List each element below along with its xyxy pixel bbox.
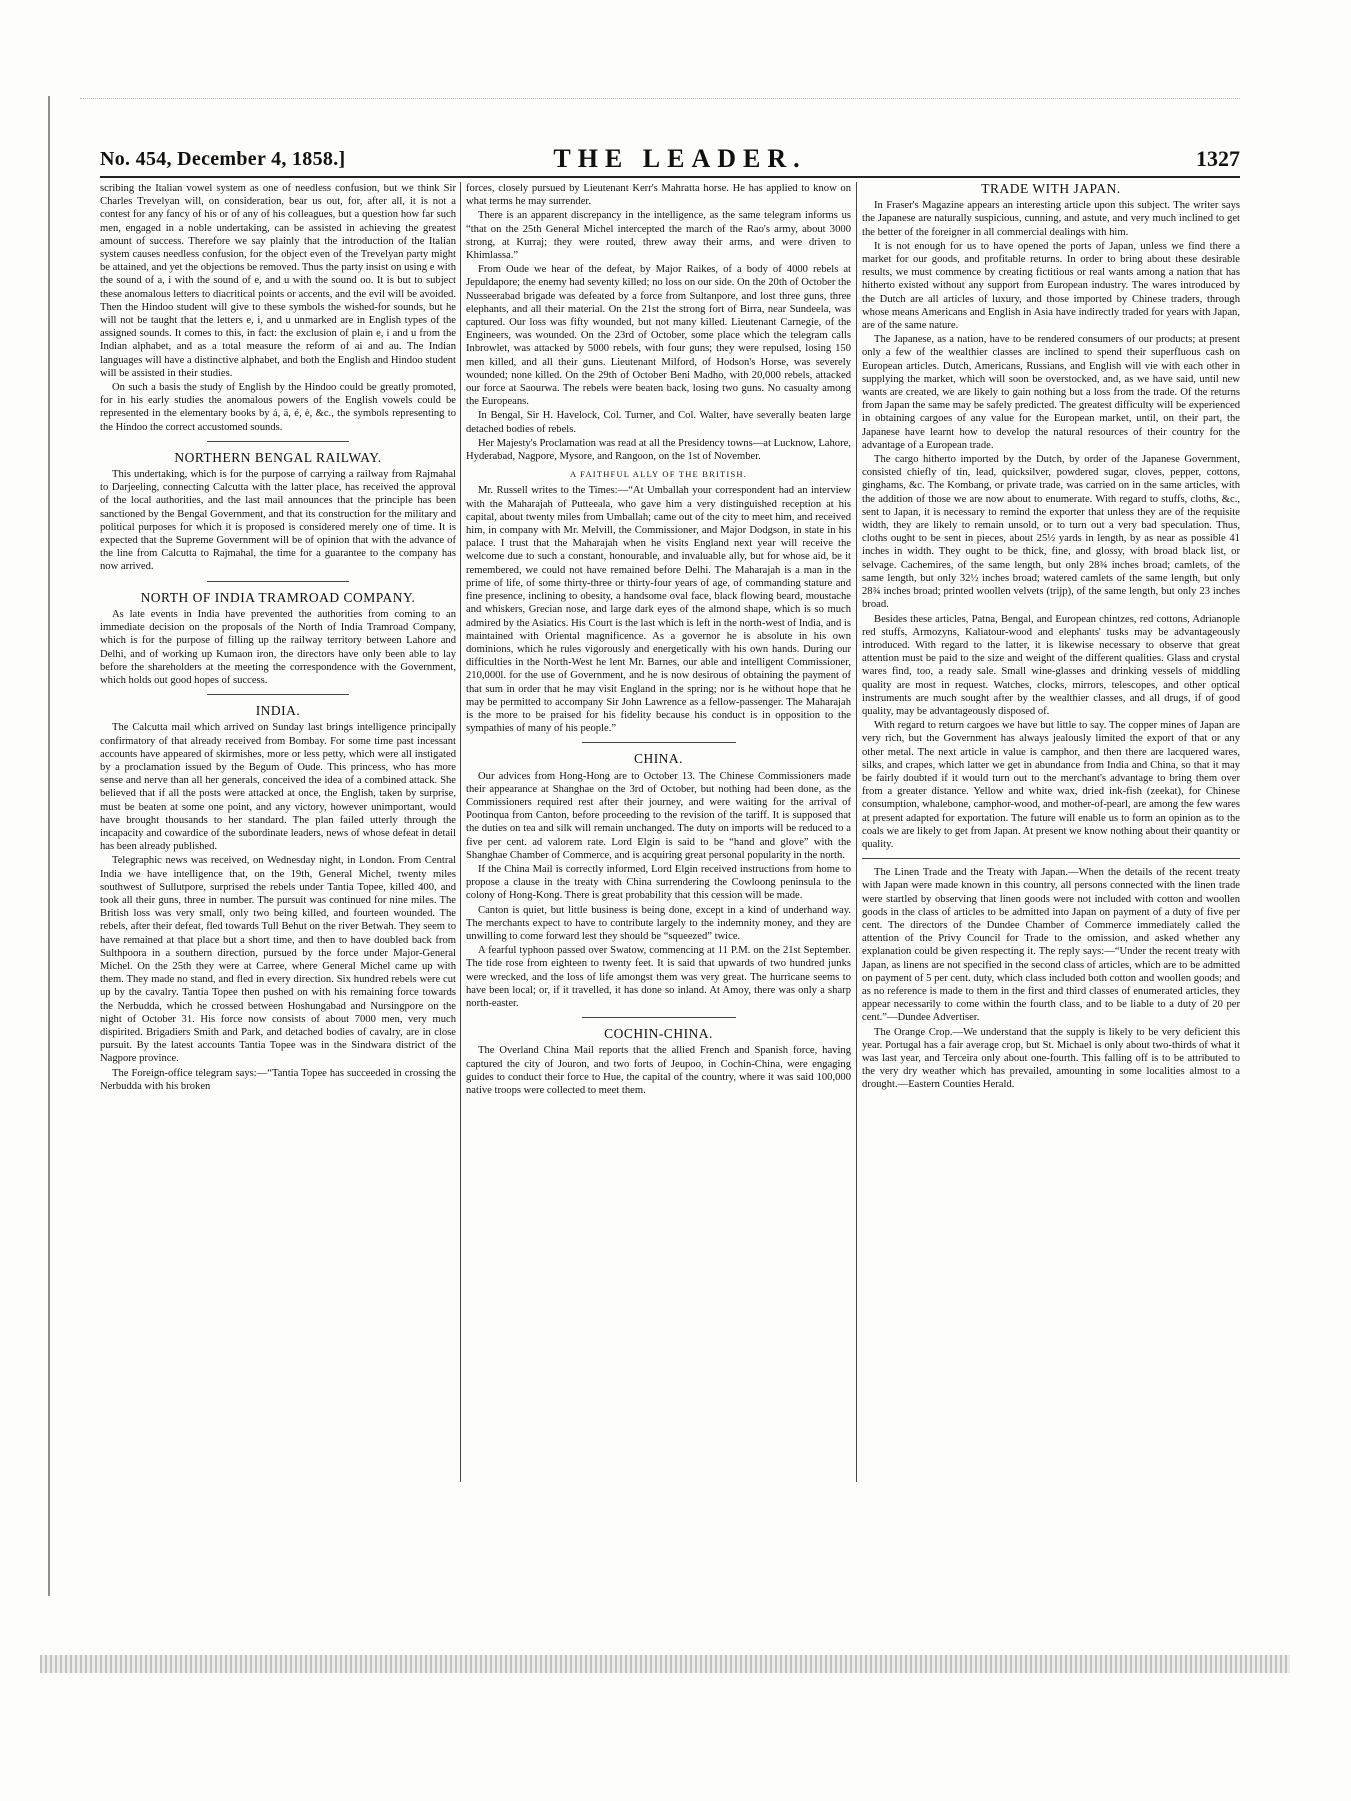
column-1 — [100, 182, 456, 1094]
section-separator — [582, 1017, 736, 1018]
article-paragraph: Canton is quiet, but little business is being done, except in a kind of underhand way. The merchants expect to have to contribute largely to the indemnity money, and they are unwilling to come forward lest they should be “squeezed” twice. — [466, 904, 851, 942]
article-paragraph-orange-crop: The Orange Crop.—We understand that the supply is likely to be very deficient this year. Portugal has a fair average crop, but St. Michael is only about two-thirds of what it was last year, and Terceira only about one-fourth. This falling off is to be attributed to the very dry weather which has prevailed, amounting in some localities almost to a drought.—Eastern Counties Herald. — [862, 1026, 1240, 1091]
article-paragraph: Telegraphic news was received, on Wednesday night, in London. From Central India we have intelligence that, on the 19th, General Michel, twenty miles southwest of Sullutpore, surprised the rebels under Tantia Topee, killed 400, and took all their guns, three in number. The pursuit was continued for nine miles. The British loss was very small, only two being killed, and fourteen wounded. The rebels, after their defeat, fled towards Tull Behut on the river Betwah. They seem to have remained at that place but a short time, and then to have doubled back from Sulthpoora in a southern direction, pursued by the force under Major-General Michel. On the 25th they were at Carree, where General Michel came up with them. They made no stand, and fled in every direction. Six hundred rebels were cut up by the cavalry. Tantia Topee then pushed on with his remaining force towards the Nerbudda, which he crossed between Hoshungabad and Nursingpore on the night of October 31. His force now consists of about 7000 men, very much dispirited. Brigadiers Smith and Park, and detached bodies of cavalry, are in close pursuit. By the latest accounts Tantia Topee was in the Sindwara district of the Nagpore province. — [100, 855, 456, 1065]
article-paragraph: As late events in India have prevented the authorities from coming to an immediate decision on the proposals of the North of India Tramroad Company, which is for the purpose of filling up the railway territory between Lahore and Delhi, and of working up Kumaon iron, the directors have only been able to lay before the shareholders at the meeting the correspondence with the Government, which holds out good hopes of success. — [100, 608, 456, 686]
column-3 — [862, 182, 1240, 1093]
newspaper-title: THE LEADER. — [553, 144, 807, 173]
article-paragraph: A fearful typhoon passed over Swatow, commencing at 11 P.M. on the 21st September. The tide rose from eighteen to twenty feet. It is said that upwards of two hundred junks were wrecked, and the loss of life amongst them was very great. The hurricane seems to have been local; or, if it travelled, it has done so inland. At Amoy, there was only a sharp north-easter. — [466, 945, 851, 1009]
section-separator — [207, 441, 349, 442]
issue-date: No. 454, December 4, 1858.] — [100, 148, 346, 170]
article-paragraph: forces, closely pursued by Lieutenant Kerr's Mahratta horse. He has applied to know on what terms he may surrender. — [466, 183, 851, 208]
article-paragraph: Besides these articles, Patna, Bengal, and European chintzes, red cottons, Adrianople red stuffs, Armozyns, Kaliatour-wood and elephants' tusks may be advantageously introduced. With regard to the latter, it is likewise necessary to observe that great attention must be paid to the size and weight of the different qualities. Glass and crystal wares find, too, a ready sale. Small wine-glasses and drinking vessels of middling quality are most in request. Watches, clocks, mirrors, telescopes, and other optical instruments are much sought after by the wealthier classes, and all drugs, if of good quality, may be advantageously disposed of. — [862, 613, 1240, 717]
column-2 — [466, 182, 851, 1098]
article-paragraph: The Overland China Mail reports that the allied French and Spanish force, having captured the city of Jouron, and two forts of Jeupoo, in Cochin-China, were engaging guides to conduct their force to Hue, the capital of the country, where it was said 100,000 native troops were collected to meet them. — [466, 1045, 851, 1096]
headline-tramroad-company: NORTH OF INDIA TRAMROAD COMPANY. — [140, 589, 416, 605]
headline-cochin-china: COCHIN-CHINA. — [604, 1026, 713, 1042]
article-paragraph: The cargo hitherto imported by the Dutch, by order of the Japanese Government, consisted chiefly of tin, lead, quicksilver, powdered sugar, cloves, pepper, cottons, ginghams, &c. The Kombang, or private trade, was carried on in the same articles, with the addition of those we are now about to enumerate. With regard to stuffs, cloths, &c., sent to Japan, it is necessary to remind the exporter that unless they are of the requisite width, they are likely to remain unsold, or to turn out a very bad speculation. Thus, cloths ought to be sent in pieces, about 25½ yards in length, by as near as possible 41 inches in width. They ought to be thick, fine, and glossy, with broad black list, or selvage. Cachemires, of the same length, but only 28¾ inches broad; camlets, of the same length, but only 32½ inches broad; watered camlets of the same length, but only 28¾ inches broad; printed woollen velvets (trijp), of the same length, but only 23 inches broad. — [862, 454, 1240, 611]
article-paragraph: There is an apparent discrepancy in the intelligence, as the same telegram informs us “that on the 25th General Michel intercepted the march of the Rao's army, about 3000 strong, at Kurraj; they were routed, threw away their arms, and were driven to Khimlassa.” — [466, 210, 851, 262]
article-paragraph: This undertaking, which is for the purpose of carrying a railway from Rajmahal to Darjeeling, connecting Calcutta with the latter place, has received the approval of the local authorities, and the last mail announces that the principle has been sanctioned by the Bengal Government, and that its construction for the military and political purposes for which it is proposed is considered merely one of time. It is expected that the Supreme Government will be of opinion that with the advance of the line from Calcutta to Rajmahal, the time for a guarantee to the company has now arrived. — [100, 469, 456, 573]
article-paragraph: It is not enough for us to have opened the ports of Japan, unless we find there a market for our goods, and profitable returns. In order to bring about these desirable results, we must commence by creating fictitious or real wants among a nation that has hitherto existed without any support from European industry. The wares introduced by the Dutch are all articles of luxury, and those imported by Chinese traders, through whose means Americans and English in Asia have indirectly traded for years with Japan, are of the same nature. — [862, 240, 1240, 332]
article-paragraph-linen-trade: The Linen Trade and the Treaty with Japan.—When the details of the recent treaty with Japan were made known in this country, all persons connected with the linen trade were startled by observing that linen goods were not included with cotton and woollen goods in the class of articles to be admitted into Japan on payment of a duty of five per cent. The directors of the Dundee Chamber of Commerce immediately called the attention of the Privy Council for Trade to the omission, and asked whether any explanation could be given respecting it. The reply says:—“Under the recent treaty with Japan, as linens are not specified in the second class of articles, which are to be admitted on payment of 5 per cent. duty, which class included both cotton and woollen goods; and as no reference is made to them in the first and third classes of enumerated articles, they appear necessarily to come within the fourth class, and to be liable to a duty of 20 per cent.”—Dundee Advertiser. — [862, 867, 1240, 1024]
article-paragraph: scribing the Italian vowel system as one of needless confusion, but we think Sir Charles Trevelyan will, on consideration, bear us out, for, after all, it is not a contest for any fancy of his or of any of his colleagues, but a question how far such men, engaged in a noble undertaking, can be assisted in achieving the greatest amount of success. Therefore we say plainly that the introduction of the Italian system causes needless confusion, for the object even of the Trevelyan party might be attained, and yet the objections be removed. Thus the party insist on using e with the sound of a, i with the sound of e, and u with the sound oo. It is but to subject these anomalous letters to diacritical points or accents, and the evil will be avoided. Then the Hindoo student will give to these symbols the wished-for sounds, but he will not be taught that the letters e, i, and u unmarked are in English types of the assigned sounds. It comes to this, in fact: the exclusion of plain e, i and u from the Indian alphabet, and as a total measure the reform of ai and au. The Indian languages will have a distinctive alphabet, and both the English and Hindoo student will be assisted in their studies. — [100, 183, 456, 379]
article-paragraph: From Oude we hear of the defeat, by Major Raikes, of a body of 4000 rebels at Jepuldapore; the enemy had seventy killed; no loss on our side. On the 20th of October the Nusseerabad brigade was defeated by a force from Sultanpore, and lost three guns, three elephants, and all their material. On the 21st the strong fort of Birra, near Sundeela, was captured. Our loss was fifty wounded, but not many killed. Lieutenant Carnegie, of the Engineers, was wounded. On the 23rd of October, some place which the telegram calls Inbrowlet, was attacked by 5000 rebels, with four guns; they were repulsed, losing 150 men killed, and all their guns. Lieutenant Milford, of Hodson's Horse, was severely wounded; none killed. On the 29th of October Beni Madho, with 20,000 rebels, attacked our force at Saourwa. The rebels were beaten back, losing two guns. No casualty among the Europeans. — [466, 264, 851, 408]
headline-india: INDIA. — [255, 703, 301, 719]
masthead — [100, 142, 1240, 172]
article-paragraph: The Japanese, as a nation, have to be rendered consumers of our products; at present only a few of the wealthier classes are inclined to spend their superfluous cash on European articles. Dutch, Americans, Russians, and English will vie with each other in supplying the market, which will soon be overstocked, and, as we have said, until new wants are created, we are likely to gain nothing but a loss from the trade. Of the returns from Japan the same may be safely predicted. The greatest difficulty will be experienced in obtaining cargoes of any value for the European market, until, on their part, the Japanese have learnt how to develop the natural resources of their country for the advantage of a European trade. — [862, 334, 1240, 451]
column-divider — [460, 182, 461, 1482]
section-separator — [207, 581, 349, 582]
section-separator — [862, 858, 1240, 859]
article-paragraph: The Calcutta mail which arrived on Sunday last brings intelligence principally confirmatory of that already received from Bombay. For some time past incessant accounts have appeared of skirmishes, more or less petty, which were all instigated by a proclamation issued by the Begum of Oude. This princess, who has more sense and nerve than all her generals, conceived the idea of a combined attack. She believed that if all the posts were attacked at once, the English, taken by surprise, must be beaten at some one point, and any victory, however unimportant, would have brought thousands to her standard. The plan failed utterly through the incapacity and cowardice of the subordinate leaders, news of whose defeat in detail has been already published. — [100, 722, 456, 853]
column-divider — [856, 182, 857, 1482]
article-paragraph: On such a basis the study of English by the Hindoo could be greatly promoted, for in his early studies the anomalous powers of the English vowels could be represented in the elementary books by á, ä, é, è, &c., the symbols representing to the Hindoo the correct accustomed sounds. — [100, 382, 456, 433]
page-top-edge — [80, 98, 1240, 105]
article-paragraph: Mr. Russell writes to the Times:—“At Umballah your correspondent had an interview with the Maharajah of Putteeala, who gave him a very distinguished reception at his capital, about twenty miles from Umballah; came out of the city to meet him, and received him, in company with Mr. Melvill, the Commissioner, and Major Dodgson, in state in his palace. I trust that the Maharajah when he visits England next year will receive the welcome due to such a constant, honourable, and invaluable ally, but for whose aid, be it remembered, we could not have remained before Delhi. The Maharajah is a man in the prime of life, of some thirty-three or thirty-four years of age, of commanding stature and fine presence, inclining to obesity, a handsome oval face, black flowing beard, moustache and whiskers, Grecian nose, and large dark eyes of the almond shape, which is so much admired by the Asiatics. His Court is the last which is left in the north-west of India, and is maintained with Oriental magnificence. As a governor he is absolute in his own dominions, which he rules vigorously and energetically with his own hands. During our difficulties in the North-West he lent Mr. Barnes, our able and intelligent Commissioner, 210,000l. for the use of Government, and he is now desirous of obtaining the payment of that sum in order that he may visit England in the spring; nor is he without hope that he may be permitted to accompany Sir John Lawrence as a fellow-passenger. The Maharajah is the more to be praised for his fidelity because his conduct is in opposition to the sympathies of many of his people.” — [466, 485, 851, 735]
page-number: 1327 — [1196, 146, 1240, 171]
subheading-faithful-ally: A FAITHFUL ALLY OF THE BRITISH. — [569, 469, 748, 480]
section-separator — [582, 742, 736, 743]
headline-northern-bengal-railway: NORTHERN BENGAL RAILWAY. — [174, 449, 382, 465]
article-paragraph: Our advices from Hong-Hong are to October 13. The Chinese Commissioners made their appearance at Shanghae on the 3rd of October, but nothing had been done, as the Commissioners required rest after their journey, and were waiting for the arrival of Pootinqua from Canton, before proceeding to the revision of the tariff. It is supposed that the duties on tea and silk will remain unchanged. The duty on imports will be reduced to a five per cent. ad valorem rate. Lord Elgin is said to be “hand and glove” with the Shanghae Chamber of Commerce, and is acquiring great personal popularity in the north. — [466, 770, 851, 861]
article-paragraph: In Fraser's Magazine appears an interesting article upon this subject. The writer says the Japanese are naturally suspicious, cunning, and astute, and very much inclined to get the better of the foreigner in all commercial dealings with him. — [862, 200, 1240, 238]
article-paragraph: Her Majesty's Proclamation was read at all the Presidency towns—at Lucknow, Lahore, Hyderabad, Nagpore, Mysore, and Rangoon, on the 1st of November. — [466, 437, 851, 463]
headline-trade-with-japan: TRADE WITH JAPAN. — [981, 181, 1121, 196]
headline-china: CHINA. — [633, 751, 684, 767]
page-bottom-edge — [40, 1655, 1290, 1673]
masthead-rule — [100, 176, 1240, 178]
article-paragraph: If the China Mail is correctly informed, Lord Elgin received instructions from home to propose a clause in the treaty with China surrendering the Cowloong peninsula to the colony of Hong-Kong. There is great probability that this cession will be made. — [466, 863, 851, 902]
article-paragraph: In Bengal, Sir H. Havelock, Col. Turner, and Col. Walter, have severally beaten large detached bodies of rebels. — [466, 410, 851, 435]
page-binding-edge — [48, 96, 56, 1596]
article-paragraph: The Foreign-office telegram says:—“Tantia Topee has succeeded in crossing the Nerbudda with his broken — [100, 1067, 456, 1092]
section-separator — [207, 694, 349, 695]
article-paragraph: With regard to return cargoes we have but little to say. The copper mines of Japan are very rich, but the Government has always jealously limited the export of that or any other metal. The next article in value is camphor, and then there are lacquered wares, silks, and crapes, which latter we get in abundance from India and China, so that it may be fairly doubted if it would turn out to the merchant's advantage to bring them over from a greater distance. Yellow and white wax, dried ink-fish (zeekat), for Chinese consumption, whalebone, camphor-wood, and mother-of-pearl, are among the few wares at present adapted for exportation. The future will enable us to form an opinion as to the coals we are likely to get from Japan. At present we know nothing about their quantity or quality. — [862, 720, 1240, 850]
